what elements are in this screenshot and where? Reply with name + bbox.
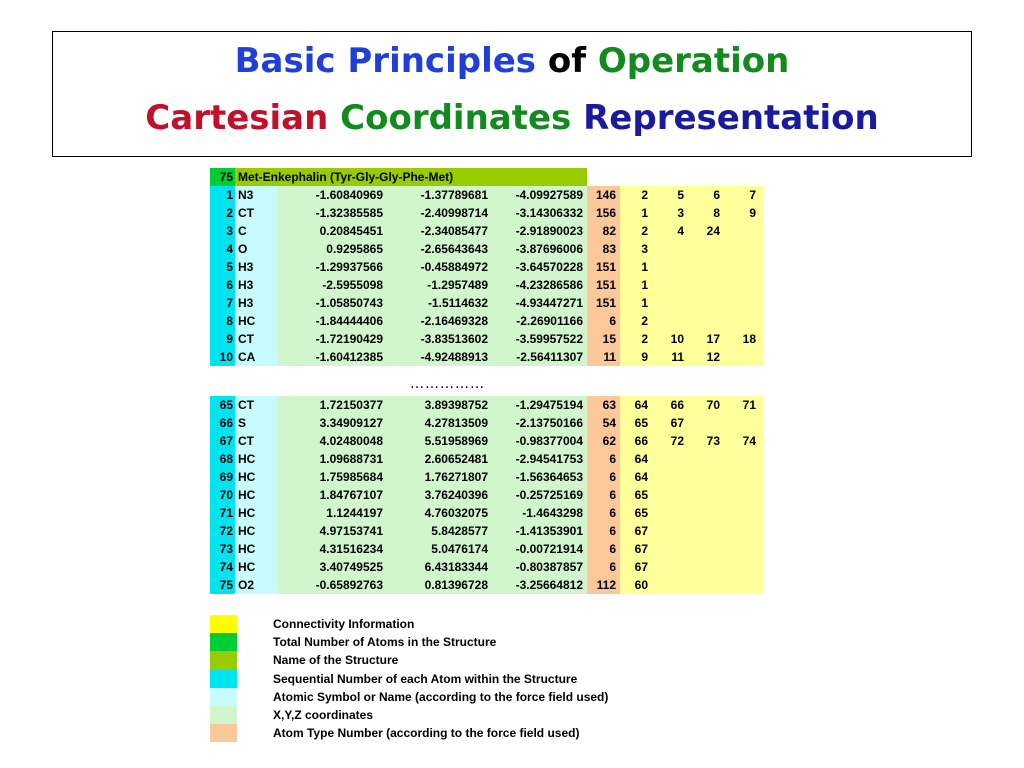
atom-type-cell: 6 — [587, 504, 620, 522]
x-coordinate-cell: -1.32385585 — [277, 204, 387, 222]
connectivity-cell — [656, 294, 692, 312]
y-coordinate-cell: 5.8428577 — [387, 522, 492, 540]
atom-index-cell: 71 — [210, 504, 235, 522]
connectivity-cell — [728, 468, 764, 486]
atom-symbol-cell: HC — [235, 468, 277, 486]
atom-type-cell: 6 — [587, 540, 620, 558]
connectivity-cell — [728, 348, 764, 366]
connectivity-cell — [728, 558, 764, 576]
table-row — [210, 414, 764, 432]
atom-symbol-cell: S — [235, 414, 277, 432]
connectivity-cell: 64 — [620, 468, 656, 486]
y-coordinate-cell: 4.76032075 — [387, 504, 492, 522]
y-coordinate-cell: 5.0476174 — [387, 540, 492, 558]
y-coordinate-cell: -2.34085477 — [387, 222, 492, 240]
connectivity-cell: 2 — [620, 330, 656, 348]
x-coordinate-cell: 3.40749525 — [277, 558, 387, 576]
table-row — [210, 258, 764, 276]
total-atoms-cell: 75 — [210, 168, 235, 186]
connectivity-cell — [692, 468, 728, 486]
z-coordinate-cell: -0.00721914 — [492, 540, 587, 558]
connectivity-cell: 6 — [692, 186, 728, 204]
connectivity-cell — [728, 414, 764, 432]
atom-symbol-cell: HC — [235, 558, 277, 576]
connectivity-cell — [656, 540, 692, 558]
connectivity-cell — [656, 240, 692, 258]
connectivity-cell — [692, 540, 728, 558]
atom-index-cell: 65 — [210, 396, 235, 414]
atom-symbol-cell: CA — [235, 348, 277, 366]
x-coordinate-cell: 1.72150377 — [277, 396, 387, 414]
connectivity-cell — [728, 450, 764, 468]
connectivity-cell: 3 — [656, 204, 692, 222]
table-row — [210, 240, 764, 258]
table-row — [210, 450, 764, 468]
atom-type-cell: 112 — [587, 576, 620, 594]
connectivity-cell: 5 — [656, 186, 692, 204]
title-part: Representation — [583, 98, 879, 138]
coordinate-table-bottom — [210, 396, 764, 594]
connectivity-cell: 2 — [620, 186, 656, 204]
table-row — [210, 576, 764, 594]
legend-swatch — [210, 651, 237, 669]
y-coordinate-cell: 0.81396728 — [387, 576, 492, 594]
connectivity-cell: 7 — [728, 186, 764, 204]
z-coordinate-cell: -3.14306332 — [492, 204, 587, 222]
connectivity-cell — [728, 294, 764, 312]
z-coordinate-cell: -3.87696006 — [492, 240, 587, 258]
atom-type-cell: 6 — [587, 558, 620, 576]
legend-swatch — [210, 670, 237, 688]
connectivity-cell — [656, 312, 692, 330]
table-row — [210, 294, 764, 312]
x-coordinate-cell: -2.5955098 — [277, 276, 387, 294]
y-coordinate-cell: 5.51958969 — [387, 432, 492, 450]
x-coordinate-cell: 4.31516234 — [277, 540, 387, 558]
x-coordinate-cell: 0.20845451 — [277, 222, 387, 240]
atom-type-cell: 15 — [587, 330, 620, 348]
x-coordinate-cell: -1.60840969 — [277, 186, 387, 204]
atom-index-cell: 10 — [210, 348, 235, 366]
atom-index-cell: 74 — [210, 558, 235, 576]
x-coordinate-cell: 1.75985684 — [277, 468, 387, 486]
atom-index-cell: 5 — [210, 258, 235, 276]
table-row — [210, 486, 764, 504]
connectivity-cell: 24 — [692, 222, 728, 240]
connectivity-cell: 18 — [728, 330, 764, 348]
title-line-2 — [53, 98, 971, 138]
legend-swatch — [210, 633, 237, 651]
connectivity-cell: 67 — [656, 414, 692, 432]
z-coordinate-cell: -2.94541753 — [492, 450, 587, 468]
atom-symbol-cell: HC — [235, 540, 277, 558]
atom-type-cell: 6 — [587, 312, 620, 330]
atom-index-cell: 66 — [210, 414, 235, 432]
connectivity-cell: 74 — [728, 432, 764, 450]
z-coordinate-cell: -3.25664812 — [492, 576, 587, 594]
connectivity-cell — [728, 540, 764, 558]
table-row — [210, 432, 764, 450]
legend-swatch — [210, 688, 237, 706]
atom-index-cell: 4 — [210, 240, 235, 258]
y-coordinate-cell: 6.43183344 — [387, 558, 492, 576]
z-coordinate-cell: -0.25725169 — [492, 486, 587, 504]
table-row — [210, 396, 764, 414]
connectivity-cell — [656, 258, 692, 276]
connectivity-cell — [728, 222, 764, 240]
x-coordinate-cell: -0.65892763 — [277, 576, 387, 594]
atom-type-cell: 54 — [587, 414, 620, 432]
legend-label: Total Number of Atoms in the Structure — [273, 635, 497, 650]
connectivity-cell: 4 — [656, 222, 692, 240]
atom-index-cell: 73 — [210, 540, 235, 558]
connectivity-cell — [728, 486, 764, 504]
connectivity-cell — [692, 450, 728, 468]
x-coordinate-cell: 0.9295865 — [277, 240, 387, 258]
atom-symbol-cell: HC — [235, 486, 277, 504]
atom-type-cell: 156 — [587, 204, 620, 222]
y-coordinate-cell: 2.60652481 — [387, 450, 492, 468]
legend-label: X,Y,Z coordinates — [273, 707, 374, 722]
z-coordinate-cell: -4.93447271 — [492, 294, 587, 312]
legend-swatch — [210, 724, 237, 742]
atom-index-cell: 70 — [210, 486, 235, 504]
connectivity-cell: 60 — [620, 576, 656, 594]
title-part: Cartesian — [145, 98, 329, 138]
atom-index-cell: 2 — [210, 204, 235, 222]
x-coordinate-cell: 1.09688731 — [277, 450, 387, 468]
table-row — [210, 504, 764, 522]
connectivity-cell — [692, 276, 728, 294]
connectivity-cell — [728, 522, 764, 540]
connectivity-cell — [656, 558, 692, 576]
table-row — [210, 558, 764, 576]
atom-index-cell: 3 — [210, 222, 235, 240]
atom-symbol-cell: HC — [235, 522, 277, 540]
atom-symbol-cell: HC — [235, 504, 277, 522]
x-coordinate-cell: 4.02480048 — [277, 432, 387, 450]
z-coordinate-cell: -1.41353901 — [492, 522, 587, 540]
connectivity-cell: 67 — [620, 558, 656, 576]
z-coordinate-cell: -4.23286586 — [492, 276, 587, 294]
table-row — [210, 204, 764, 222]
title-part: Basic Principles — [234, 41, 537, 81]
atom-type-cell: 6 — [587, 450, 620, 468]
atom-symbol-cell: H3 — [235, 258, 277, 276]
title-part: Coordinates — [328, 98, 584, 138]
atom-type-cell: 6 — [587, 486, 620, 504]
y-coordinate-cell: -3.83513602 — [387, 330, 492, 348]
legend-label: Sequential Number of each Atom within the Structure — [273, 671, 578, 686]
atom-type-cell: 151 — [587, 294, 620, 312]
title-box — [52, 31, 972, 157]
atom-index-cell: 1 — [210, 186, 235, 204]
connectivity-cell: 70 — [692, 396, 728, 414]
connectivity-cell: 71 — [728, 396, 764, 414]
connectivity-cell — [656, 504, 692, 522]
connectivity-cell: 64 — [620, 396, 656, 414]
connectivity-cell: 2 — [620, 312, 656, 330]
atom-index-cell: 7 — [210, 294, 235, 312]
legend-swatch — [210, 615, 237, 633]
table-row — [210, 276, 764, 294]
connectivity-cell: 73 — [692, 432, 728, 450]
atom-symbol-cell: CT — [235, 330, 277, 348]
connectivity-cell — [692, 522, 728, 540]
connectivity-cell: 1 — [620, 294, 656, 312]
atom-type-cell: 83 — [587, 240, 620, 258]
connectivity-cell — [656, 276, 692, 294]
table-header-row — [210, 168, 764, 186]
x-coordinate-cell: -1.60412385 — [277, 348, 387, 366]
z-coordinate-cell: -2.56411307 — [492, 348, 587, 366]
connectivity-cell: 72 — [656, 432, 692, 450]
connectivity-cell: 65 — [620, 414, 656, 432]
atom-symbol-cell: CT — [235, 396, 277, 414]
y-coordinate-cell: 3.76240396 — [387, 486, 492, 504]
legend-swatch — [210, 706, 237, 724]
connectivity-cell: 10 — [656, 330, 692, 348]
atom-index-cell: 6 — [210, 276, 235, 294]
z-coordinate-cell: -0.80387857 — [492, 558, 587, 576]
structure-name-cell: Met-Enkephalin (Tyr-Gly-Gly-Phe-Met) — [235, 168, 587, 186]
connectivity-cell: 12 — [692, 348, 728, 366]
atom-index-cell: 68 — [210, 450, 235, 468]
connectivity-cell — [692, 504, 728, 522]
connectivity-cell — [728, 258, 764, 276]
connectivity-cell: 9 — [620, 348, 656, 366]
x-coordinate-cell: 1.84767107 — [277, 486, 387, 504]
y-coordinate-cell: -2.65643643 — [387, 240, 492, 258]
connectivity-cell — [728, 240, 764, 258]
table-row — [210, 522, 764, 540]
table-row — [210, 348, 764, 366]
y-coordinate-cell: -4.92488913 — [387, 348, 492, 366]
connectivity-cell — [656, 468, 692, 486]
y-coordinate-cell: 1.76271807 — [387, 468, 492, 486]
atom-type-cell: 151 — [587, 276, 620, 294]
connectivity-cell — [692, 414, 728, 432]
z-coordinate-cell: -0.98377004 — [492, 432, 587, 450]
x-coordinate-cell: -1.29937566 — [277, 258, 387, 276]
atom-symbol-cell: O — [235, 240, 277, 258]
connectivity-cell: 64 — [620, 450, 656, 468]
table-row — [210, 540, 764, 558]
x-coordinate-cell: -1.84444406 — [277, 312, 387, 330]
atom-index-cell: 9 — [210, 330, 235, 348]
x-coordinate-cell: -1.72190429 — [277, 330, 387, 348]
connectivity-cell — [656, 576, 692, 594]
z-coordinate-cell: -1.29475194 — [492, 396, 587, 414]
table-row — [210, 186, 764, 204]
z-coordinate-cell: -2.13750166 — [492, 414, 587, 432]
legend-label: Atom Type Number (according to the force field used) — [273, 726, 580, 741]
connectivity-cell — [728, 276, 764, 294]
z-coordinate-cell: -2.91890023 — [492, 222, 587, 240]
title-line-1 — [53, 41, 971, 81]
atom-symbol-cell: HC — [235, 312, 277, 330]
connectivity-cell: 67 — [620, 522, 656, 540]
coordinate-table-top — [210, 168, 764, 366]
atom-symbol-cell: CT — [235, 204, 277, 222]
connectivity-cell: 17 — [692, 330, 728, 348]
atom-symbol-cell: N3 — [235, 186, 277, 204]
connectivity-cell: 66 — [656, 396, 692, 414]
y-coordinate-cell: 4.27813509 — [387, 414, 492, 432]
connectivity-cell — [692, 558, 728, 576]
z-coordinate-cell: -3.59957522 — [492, 330, 587, 348]
title-part: Operation — [597, 41, 790, 81]
atom-symbol-cell: HC — [235, 450, 277, 468]
legend-label: Connectivity Information — [273, 617, 415, 631]
atom-index-cell: 75 — [210, 576, 235, 594]
table-row — [210, 222, 764, 240]
connectivity-cell — [692, 240, 728, 258]
x-coordinate-cell: 4.97153741 — [277, 522, 387, 540]
connectivity-cell — [728, 504, 764, 522]
x-coordinate-cell: 3.34909127 — [277, 414, 387, 432]
connectivity-cell: 67 — [620, 540, 656, 558]
z-coordinate-cell: -1.4643298 — [492, 504, 587, 522]
connectivity-cell — [728, 576, 764, 594]
atom-index-cell: 72 — [210, 522, 235, 540]
z-coordinate-cell: -1.56364653 — [492, 468, 587, 486]
atom-type-cell: 11 — [587, 348, 620, 366]
y-coordinate-cell: -0.45884972 — [387, 258, 492, 276]
connectivity-cell — [692, 576, 728, 594]
table-row — [210, 468, 764, 486]
z-coordinate-cell: -4.09927589 — [492, 186, 587, 204]
y-coordinate-cell: -1.5114632 — [387, 294, 492, 312]
atom-symbol-cell: H3 — [235, 294, 277, 312]
table-row — [210, 330, 764, 348]
connectivity-cell: 2 — [620, 222, 656, 240]
connectivity-cell: 8 — [692, 204, 728, 222]
legend-label: Atomic Symbol or Name (according to the force field used) — [273, 689, 609, 704]
y-coordinate-cell: 3.89398752 — [387, 396, 492, 414]
connectivity-cell: 66 — [620, 432, 656, 450]
atom-type-cell: 146 — [587, 186, 620, 204]
connectivity-cell: 1 — [620, 204, 656, 222]
z-coordinate-cell: -2.26901166 — [492, 312, 587, 330]
y-coordinate-cell: -1.2957489 — [387, 276, 492, 294]
atom-type-cell: 62 — [587, 432, 620, 450]
connectivity-cell — [692, 486, 728, 504]
connectivity-cell: 3 — [620, 240, 656, 258]
y-coordinate-cell: -2.40998714 — [387, 204, 492, 222]
connectivity-cell — [656, 450, 692, 468]
x-coordinate-cell: -1.05850743 — [277, 294, 387, 312]
connectivity-cell: 65 — [620, 504, 656, 522]
atom-type-cell: 6 — [587, 522, 620, 540]
connectivity-cell: 1 — [620, 258, 656, 276]
atom-type-cell: 63 — [587, 396, 620, 414]
atom-symbol-cell: C — [235, 222, 277, 240]
atom-symbol-cell: CT — [235, 432, 277, 450]
connectivity-cell — [692, 294, 728, 312]
title-part: of — [536, 41, 598, 81]
connectivity-cell: 1 — [620, 276, 656, 294]
atom-index-cell: 67 — [210, 432, 235, 450]
connectivity-cell — [656, 522, 692, 540]
atom-index-cell: 69 — [210, 468, 235, 486]
z-coordinate-cell: -3.64570228 — [492, 258, 587, 276]
connectivity-cell — [692, 258, 728, 276]
atom-symbol-cell: O2 — [235, 576, 277, 594]
connectivity-cell: 9 — [728, 204, 764, 222]
connectivity-cell: 65 — [620, 486, 656, 504]
connectivity-cell — [692, 312, 728, 330]
x-coordinate-cell: 1.1244197 — [277, 504, 387, 522]
connectivity-cell — [656, 486, 692, 504]
y-coordinate-cell: -2.16469328 — [387, 312, 492, 330]
ellipsis: …………… — [410, 376, 485, 392]
legend-label: Name of the Structure — [273, 653, 399, 668]
y-coordinate-cell: -1.37789681 — [387, 186, 492, 204]
atom-symbol-cell: H3 — [235, 276, 277, 294]
atom-type-cell: 151 — [587, 258, 620, 276]
connectivity-cell — [728, 312, 764, 330]
atom-type-cell: 82 — [587, 222, 620, 240]
atom-index-cell: 8 — [210, 312, 235, 330]
table-row — [210, 312, 764, 330]
atom-type-cell: 6 — [587, 468, 620, 486]
connectivity-cell: 11 — [656, 348, 692, 366]
